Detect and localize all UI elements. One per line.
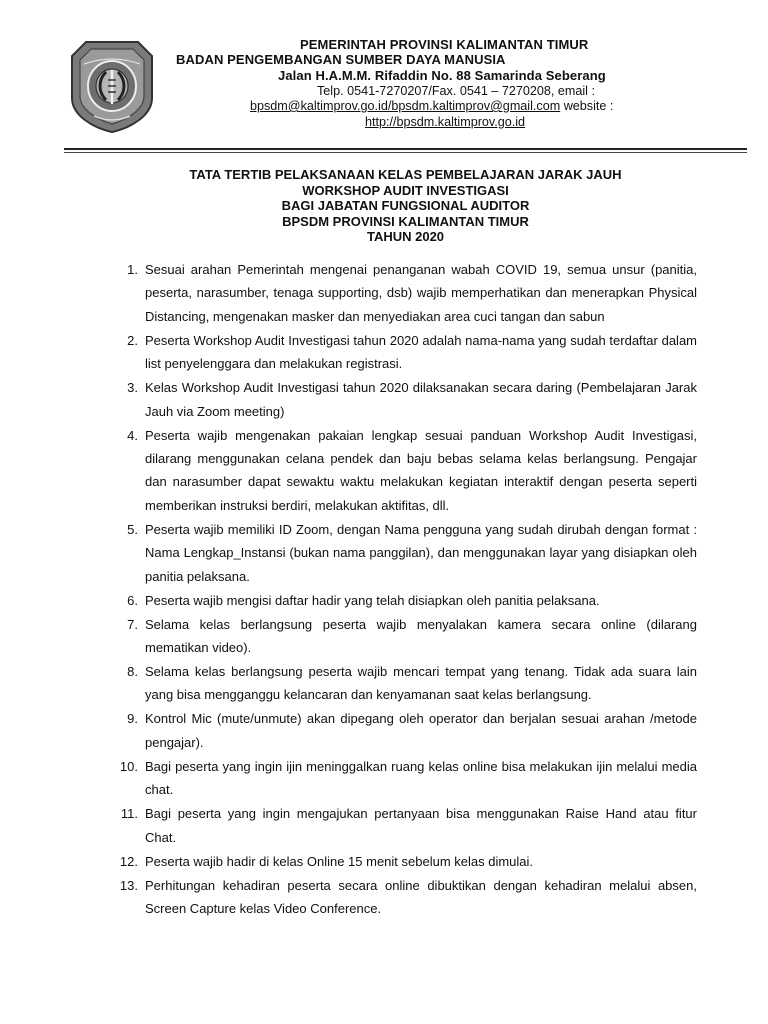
- rule-number: 7.: [127, 616, 138, 632]
- rule-text: Peserta wajib memiliki ID Zoom, dengan Nama pengguna yang sudah dirubah dengan format : Nama Lengkap_Instansi (bukan nama panggilan), dan menggunakan layar yang disiapkan oleh panitia pelaksana.: [145, 521, 697, 584]
- rule-item: [112, 802, 697, 849]
- rule-text: Kelas Workshop Audit Investigasi tahun 2020 dilaksanakan secara daring (Pembelajaran Jarak Jauh via Zoom meeting): [145, 380, 697, 419]
- header-agency-name: BADAN PENGEMBANGAN SUMBER DAYA MANUSIA: [176, 52, 506, 67]
- title-line-5: TAHUN 2020: [366, 229, 445, 245]
- header-website-line: [365, 115, 525, 129]
- title-line-2: WORKSHOP AUDIT INVESTIGASI: [302, 182, 509, 198]
- website-label: website :: [560, 99, 614, 113]
- rule-item: [112, 707, 697, 754]
- rule-item: [112, 613, 697, 660]
- header-government-name: PEMERINTAH PROVINSI KALIMANTAN TIMUR: [300, 37, 589, 52]
- rule-number: 10.: [119, 758, 138, 774]
- rules-list: [112, 258, 697, 921]
- rule-number: 6.: [127, 592, 138, 608]
- rule-item: [112, 258, 697, 328]
- rule-number: 2.: [127, 332, 138, 348]
- letterhead-divider: [64, 148, 747, 150]
- rule-text: Selama kelas berlangsung peserta wajib menyalakan kamera secara online (dilarang mematikan video).: [145, 616, 697, 656]
- rule-item: [112, 660, 697, 707]
- rule-number: 8.: [127, 664, 138, 680]
- rule-number: 5.: [127, 521, 138, 537]
- document-title: [64, 167, 747, 245]
- rule-number: 13.: [119, 877, 138, 893]
- title-line-4: BPSDM PROVINSI KALIMANTAN TIMUR: [282, 213, 529, 229]
- header-address: Jalan H.A.M.M. Rifaddin No. 88 Samarinda Seberang: [278, 68, 606, 83]
- province-coat-of-arms-icon: [64, 36, 160, 134]
- rule-item: [112, 329, 697, 376]
- email-link[interactable]: bpsdm@kaltimprov.go.id/bpsdm.kaltimprov@gmail.com: [250, 99, 561, 113]
- rule-number: 3.: [127, 380, 138, 396]
- rule-text: Selama kelas berlangsung peserta wajib mencari tempat yang tenang. Tidak ada suara lain yang bisa mengganggu kelancaran dan kenyamanan saat kelas berlangsung.: [145, 664, 697, 703]
- rule-text: Peserta wajib mengenakan pakaian lengkap sesuai panduan Workshop Audit Investigasi, dilarang menggunakan celana pendek dan baju bebas selama kelas berlangsung. Pengajar dan narasumber dapat sewaktu waktu melakukan kegiatan interaktif dengan peserta seperti memberikan instruksi berdiri, melakukan aktifitas, dll.: [145, 427, 697, 513]
- rule-number: 4.: [127, 427, 138, 443]
- rule-item: [112, 376, 697, 423]
- rule-text: Peserta Workshop Audit Investigasi tahun 2020 adalah nama-nama yang sudah terdaftar dalam list penyelenggara dan melakukan registrasi.: [145, 332, 697, 372]
- rule-text: Bagi peserta yang ingin mengajukan pertanyaan bisa menggunakan Raise Hand atau fitur Chat.: [145, 806, 697, 845]
- rule-text: Sesuai arahan Pemerintah mengenai penanganan wabah COVID 19, semua unsur (panitia, peserta, narasumber, tenaga supporting, dsb) wajib memperhatikan dan menerapkan Physical Distancing, mengenakan masker dan menyediakan area cuci tangan dan sabun: [145, 262, 697, 324]
- rule-text: Peserta wajib hadir di kelas Online 15 menit sebelum kelas dimulai.: [145, 853, 534, 869]
- rule-item: [112, 850, 697, 873]
- rule-item: [112, 424, 697, 518]
- rule-item: [112, 518, 697, 588]
- rule-number: 1.: [127, 262, 138, 277]
- rule-text: Peserta wajib mengisi daftar hadir yang telah disiapkan oleh panitia pelaksana.: [145, 592, 600, 608]
- rule-text: Kontrol Mic (mute/unmute) akan dipegang oleh operator dan berjalan sesuai arahan /metode pengajar).: [145, 711, 697, 750]
- rule-item: [112, 589, 697, 612]
- website-link[interactable]: http://bpsdm.kaltimprov.go.id: [365, 115, 526, 129]
- rule-item: [112, 755, 697, 802]
- header-email-line: [250, 99, 613, 113]
- rule-text: Bagi peserta yang ingin ijin meninggalkan ruang kelas online bisa melakukan ijin melalui media chat.: [145, 758, 697, 798]
- rule-text: Perhitungan kehadiran peserta secara online dibuktikan dengan kehadiran melalui absen, Screen Capture kelas Video Conference.: [145, 877, 697, 917]
- rule-number: 12.: [119, 853, 138, 869]
- title-line-3: BAGI JABATAN FUNGSIONAL AUDITOR: [281, 198, 530, 214]
- rule-number: 9.: [127, 711, 138, 727]
- header-phone-fax: Telp. 0541-7270207/Fax. 0541 – 7270208, email :: [317, 84, 595, 98]
- rule-item: [112, 874, 697, 921]
- rule-number: 11.: [120, 806, 138, 822]
- letterhead-divider-thin: [64, 152, 747, 153]
- title-line-1: TATA TERTIB PELAKSANAAN KELAS PEMBELAJARAN JARAK JAUH: [189, 167, 622, 182]
